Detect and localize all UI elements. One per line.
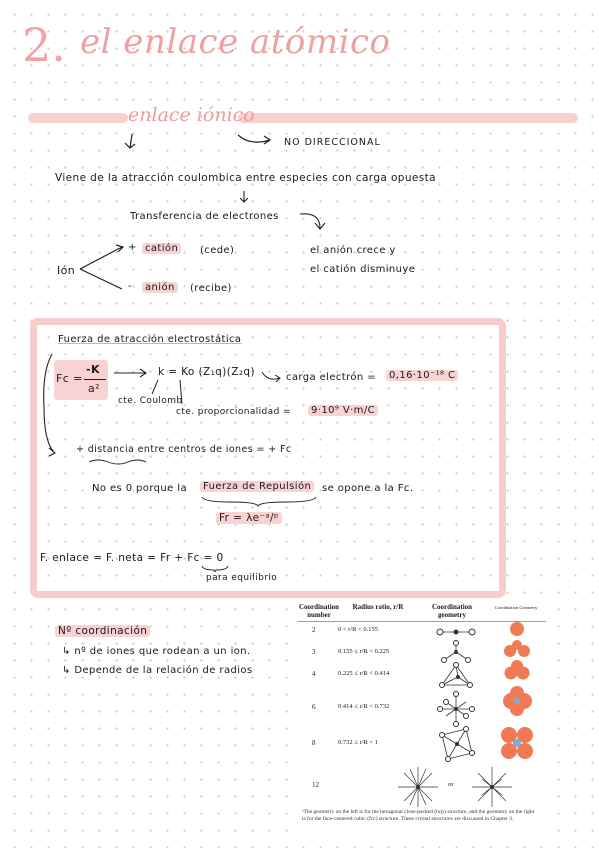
row-cn: 3 <box>312 648 316 656</box>
fr-formula: Fr = λe⁻ᵃ/ᵖ <box>216 512 282 524</box>
repulsion-label: Fuerza de Repulsión <box>200 481 314 492</box>
arrow-to-k-icon <box>112 366 152 380</box>
table-footnote: ᵃThe geometry on the left is for the hexagonal close-packed (hcp) structure, and the geometry on the right is for the face-centered cubic (fcc) structure. These crystal structures are discussed in Chapter 3. <box>302 809 535 822</box>
cation-sign: + <box>128 242 137 253</box>
anion-sign: - <box>128 281 133 292</box>
header-geometry: Coordination geometry <box>431 603 473 619</box>
chapter-number: 2. <box>22 18 66 72</box>
section-band-left <box>28 113 128 123</box>
sphere-model-icons <box>494 621 540 771</box>
geometry-2-icon <box>436 626 476 638</box>
coordination-table <box>298 599 546 837</box>
branch-lines <box>78 244 128 294</box>
coordination-item-1: ↳ nº de iones que rodean a un ion. <box>62 646 251 657</box>
no-direccional-note: NO DIRECCIONAL <box>284 137 381 148</box>
ion-size-note-2: el catión disminuye <box>310 264 416 275</box>
row-cn: 2 <box>312 626 316 634</box>
header-ratio: Radius ratio, r/R <box>352 603 404 611</box>
k-expression: k = Ko (Z₁q)(Z₂q) <box>158 366 255 378</box>
fc-formula <box>54 360 108 400</box>
anion-note: (recibe) <box>190 283 232 294</box>
geometry-3-icon <box>436 641 476 663</box>
cte-coulomb: cte. Coulomb <box>118 396 183 406</box>
cte-proportionality-value: 9·10⁹ V·m/C <box>308 405 378 416</box>
arrow-right-icon <box>236 132 276 148</box>
arrow-down-icon <box>122 132 142 152</box>
fc-numerator: -K <box>86 363 100 376</box>
underline-wave <box>88 458 148 466</box>
transfer-line: Transferencia de electrones <box>130 211 279 222</box>
geometry-6-icon <box>436 692 476 726</box>
or-label: or <box>448 781 454 788</box>
intro-line: Viene de la atracción coulombica entre especies con carga opuesta <box>55 172 436 184</box>
fraction-bar <box>84 379 106 380</box>
row-cn: 6 <box>312 703 316 711</box>
arrow-down-small-icon <box>238 190 250 206</box>
fc-denominator: a² <box>88 382 100 395</box>
cte-proportionality: cte. proporcionalidad = <box>176 407 291 417</box>
page-title: el enlace atómico <box>80 22 391 62</box>
coordination-item-2: ↳ Depende de la relación de radios <box>62 665 253 676</box>
distance-line: + distancia entre centros de iones = + Fc <box>76 444 292 455</box>
fc-label: Fc = <box>56 372 83 385</box>
charge-note: carga electrón = <box>286 372 377 383</box>
brace-under-icon <box>200 495 320 507</box>
geometry-8-icon <box>436 727 476 763</box>
row-cn: 12 <box>312 781 319 789</box>
brace-left-icon <box>38 352 58 462</box>
ion-size-note-1: el anión crece y <box>310 245 396 256</box>
equilibrio-note: para equilibrio <box>206 573 278 583</box>
geometry-4-icon <box>436 663 476 689</box>
cation-label: catión <box>142 243 181 254</box>
zero-line-c: se opone a la Fc. <box>322 483 414 494</box>
arrow-to-charge-icon <box>260 370 286 386</box>
section-band-right <box>238 113 578 123</box>
geometry-12-hcp-icon <box>396 765 440 809</box>
row-ratio: 0.732 ≤ r/R < 1 <box>338 739 378 746</box>
curved-arrow-icon <box>298 210 328 236</box>
enlace-formula: F. enlace = F. neta = Fr + Fc = 0 <box>40 552 224 564</box>
section-heading: enlace iónico <box>128 104 255 126</box>
cation-note: (cede) <box>200 245 235 256</box>
header-geometry-small: Coordination Geometry <box>494 605 538 610</box>
geometry-12-fcc-icon <box>470 765 514 809</box>
coordination-heading: Nº coordinación <box>55 625 150 637</box>
force-heading: Fuerza de atracción electrostática <box>58 334 242 345</box>
anion-label: anión <box>142 282 178 293</box>
row-cn: 4 <box>312 670 316 678</box>
ion-label: Ión <box>57 264 76 277</box>
charge-value: 0,16·10⁻¹⁸ C <box>386 370 458 381</box>
table-header <box>298 599 546 622</box>
header-cn: Coordination number <box>298 603 340 619</box>
row-ratio: 0.414 ≤ r/R < 0.732 <box>338 703 390 710</box>
row-cn: 8 <box>312 739 316 747</box>
row-ratio: 0.155 ≤ r/R < 0.225 <box>338 648 390 655</box>
row-ratio: 0 < r/R < 0.155 <box>338 626 379 633</box>
row-ratio: 0.225 ≤ r/R < 0.414 <box>338 670 390 677</box>
zero-line-a: No es 0 porque la <box>92 483 187 494</box>
